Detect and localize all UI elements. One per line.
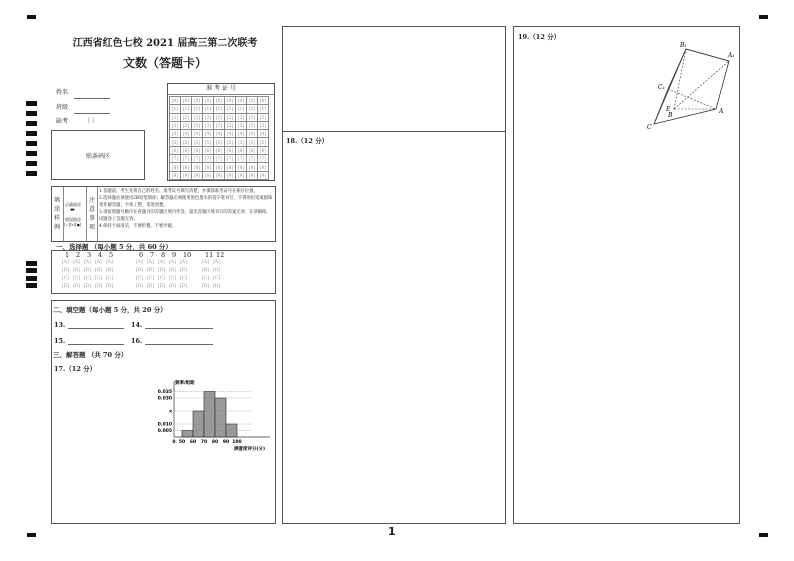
exam-id-bubble[interactable]: [8] xyxy=(192,163,203,171)
q15-answer-line[interactable] xyxy=(68,344,124,345)
notice-box xyxy=(51,186,276,242)
exam-id-bubble[interactable]: [2] xyxy=(225,113,236,121)
notice-text: 1.答题前，考生先将自己的姓名、准考证号填写清楚，并填涂准考证号在相应位置。 2.选择题必须使用2B铅笔填涂；解答题必须使用黑色墨水的签字笔书写，不得用铅笔或圆珠笔作解答题；字体工整、笔迹清楚。 3.请按照题号顺序在各题目的答题区域内作答，超出答题区域书写的答案无效；在草稿纸、试题卷上答题无效。 4.保持卡面清洁，不要折叠、不要弄破。 xyxy=(99,189,273,229)
fill-example-samples: 正确填涂 ▬ 错误填涂 [✓][×][●] xyxy=(64,187,87,241)
mcq-option-bubble[interactable]: [D] xyxy=(95,284,103,289)
timing-mark xyxy=(26,276,37,281)
mcq-option-bubble[interactable]: [B] xyxy=(73,268,80,273)
mcq-option-bubble[interactable]: [A] xyxy=(202,260,209,265)
exam-id-bubble[interactable]: [8] xyxy=(170,163,181,171)
exam-id-grid xyxy=(167,83,275,181)
mcq-box xyxy=(51,250,276,294)
exam-id-bubble[interactable]: [5] xyxy=(225,138,236,146)
exam-id-bubble[interactable]: [9] xyxy=(236,171,247,179)
mcq-option-bubble[interactable]: [C] xyxy=(106,276,113,281)
x-tick-label: 90 xyxy=(222,440,230,445)
mcq-option-bubble[interactable]: [C] xyxy=(202,276,209,281)
mcq-option-bubble[interactable]: [A] xyxy=(213,260,220,265)
timing-mark xyxy=(26,161,37,166)
x-tick-label: 60 xyxy=(189,440,197,445)
mcq-option-bubble[interactable]: [B] xyxy=(106,268,113,273)
y-tick-label: 0.035 xyxy=(157,390,172,395)
exam-id-bubble[interactable]: [2] xyxy=(247,113,258,121)
registration-mark xyxy=(27,533,36,537)
notice-label: 注意事项 xyxy=(87,187,98,241)
registration-mark xyxy=(759,533,768,537)
timing-mark xyxy=(26,141,37,146)
label-C: C xyxy=(647,124,652,131)
exam-id-bubble[interactable]: [6] xyxy=(181,146,192,154)
mcq-number: 5 xyxy=(109,251,114,259)
exam-id-bubble[interactable]: [4] xyxy=(203,130,214,138)
mcq-number: 8 xyxy=(161,251,166,259)
exam-id-bubble[interactable]: [0] xyxy=(214,97,225,105)
q17-label: 17.（12 分） xyxy=(54,365,97,373)
timing-mark xyxy=(26,171,37,176)
exam-id-bubble[interactable]: [5] xyxy=(170,138,181,146)
mcq-option-bubble[interactable]: [B] xyxy=(180,268,187,273)
exam-id-bubble[interactable]: [3] xyxy=(214,121,225,129)
mcq-number: 11 xyxy=(205,251,214,259)
mcq-option-bubble[interactable]: [A] xyxy=(180,260,187,265)
q13-label: 13. xyxy=(54,321,66,329)
mcq-number: 4 xyxy=(98,251,103,259)
mcq-option-bubble[interactable]: [A] xyxy=(62,260,69,265)
label-B: B xyxy=(668,112,673,119)
school-title: 江西省红色七校 2021 届高三第二次联考 xyxy=(72,38,258,49)
mcq-option-bubble[interactable]: [A] xyxy=(169,260,176,265)
x-tick-label: 0 xyxy=(172,440,176,445)
mcq-number: 7 xyxy=(150,251,155,259)
exam-id-bubble[interactable]: [5] xyxy=(247,138,258,146)
registration-mark xyxy=(759,15,768,19)
exam-id-bubble[interactable]: [5] xyxy=(203,138,214,146)
histogram-bar xyxy=(215,398,226,437)
exam-id-bubble[interactable]: [9] xyxy=(181,171,192,179)
exam-id-bubble[interactable]: [0] xyxy=(225,97,236,105)
exam-id-bubble[interactable]: [7] xyxy=(192,155,203,163)
exam-id-bubble[interactable]: [3] xyxy=(170,121,181,129)
exam-id-bubble[interactable]: [1] xyxy=(236,105,247,113)
exam-id-bubble[interactable]: [1] xyxy=(214,105,225,113)
exam-id-bubble[interactable]: [7] xyxy=(225,155,236,163)
timing-mark xyxy=(26,101,37,106)
timing-mark xyxy=(26,261,37,266)
q16-label: 16. xyxy=(131,337,143,345)
exam-id-bubble[interactable]: [9] xyxy=(247,171,258,179)
q16-answer-line[interactable] xyxy=(145,344,213,345)
exam-id-label: 准 考 证 号 xyxy=(168,84,274,95)
mcq-number: 3 xyxy=(87,251,92,259)
fill-blank-title: 二、填空题（每小题 5 分，共 20 分） xyxy=(53,306,167,314)
exam-id-bubble[interactable]: [3] xyxy=(236,121,247,129)
exam-id-bubble[interactable]: [0] xyxy=(192,97,203,105)
exam-id-bubble[interactable]: [5] xyxy=(214,138,225,146)
exam-id-bubble[interactable]: [3] xyxy=(225,121,236,129)
page-number: 1 xyxy=(388,525,396,538)
mcq-option-bubble[interactable]: [A] xyxy=(158,260,165,265)
label-C1: C₁ xyxy=(658,84,665,91)
mcq-option-bubble[interactable]: [C] xyxy=(73,276,80,281)
q15-label: 15. xyxy=(54,337,66,345)
exam-id-bubble[interactable]: [8] xyxy=(247,163,258,171)
exam-id-bubble[interactable]: [8] xyxy=(203,163,214,171)
mcq-option-bubble[interactable]: [A] xyxy=(73,260,80,265)
exam-id-bubble[interactable]: [1] xyxy=(181,105,192,113)
mcq-option-bubble[interactable]: [B] xyxy=(84,268,91,273)
mcq-option-bubble[interactable]: [C] xyxy=(62,276,69,281)
q18-label: 18.（12 分） xyxy=(286,137,329,145)
exam-id-bubble[interactable]: [8] xyxy=(214,163,225,171)
label-A: A xyxy=(719,108,724,115)
label-A1: A₁ xyxy=(728,52,735,59)
y-axis-label: 频率/组距 xyxy=(175,381,195,386)
exam-id-bubble[interactable]: [1] xyxy=(170,105,181,113)
fill-example-side-label: 填涂样例 xyxy=(52,187,64,241)
exam-id-bubble[interactable]: [6] xyxy=(225,146,236,154)
barcode-label: 贴条码区 xyxy=(85,153,110,160)
exam-id-bubble[interactable]: [5] xyxy=(192,138,203,146)
mcq-option-bubble[interactable]: [A] xyxy=(106,260,113,265)
exam-id-bubble[interactable]: [6] xyxy=(170,146,181,154)
y-tick-label: x xyxy=(169,409,172,415)
x-tick-label: 100 xyxy=(232,440,242,445)
exam-id-bubble[interactable]: [5] xyxy=(236,138,247,146)
mcq-number: 2 xyxy=(76,251,81,259)
mcq-option-bubble[interactable]: [D] xyxy=(213,284,221,289)
mcq-number: 12 xyxy=(216,251,225,259)
barcode-area xyxy=(51,130,145,180)
exam-id-bubble[interactable]: [6] xyxy=(247,146,258,154)
x-tick-label: 70 xyxy=(200,440,208,445)
exam-id-bubble[interactable]: [9] xyxy=(258,171,269,179)
exam-id-bubble[interactable]: [7] xyxy=(170,155,181,163)
absent-checkbox[interactable]: 〔 〕 xyxy=(84,118,98,125)
exam-id-bubble[interactable]: [4] xyxy=(181,130,192,138)
mcq-option-bubble[interactable]: [D] xyxy=(136,284,144,289)
exam-id-bubble[interactable]: [7] xyxy=(214,155,225,163)
exam-id-bubble[interactable]: [0] xyxy=(236,97,247,105)
exam-id-bubble[interactable]: [4] xyxy=(247,130,258,138)
q16-continued-area[interactable] xyxy=(283,27,505,132)
mcq-option-bubble[interactable]: [D] xyxy=(73,284,81,289)
exam-id-bubble[interactable]: [4] xyxy=(236,130,247,138)
exam-id-bubble[interactable]: [7] xyxy=(247,155,258,163)
mcq-option-bubble[interactable]: [B] xyxy=(169,268,176,273)
mcq-option-bubble[interactable]: [B] xyxy=(136,268,143,273)
exam-id-bubble[interactable]: [2] xyxy=(181,113,192,121)
exam-id-bubble[interactable]: [3] xyxy=(181,121,192,129)
exam-id-bubble[interactable]: [1] xyxy=(247,105,258,113)
name-field[interactable] xyxy=(74,98,110,99)
mcq-option-bubble[interactable]: [A] xyxy=(147,260,154,265)
mcq-title: 一、选择题 （每小题 5 分，共 60 分） xyxy=(56,243,172,251)
exam-id-bubble[interactable]: [6] xyxy=(236,146,247,154)
mcq-option-bubble[interactable]: [B] xyxy=(202,268,209,273)
mcq-number: 6 xyxy=(139,251,144,259)
q19-label: 19.（12 分） xyxy=(518,33,561,41)
exam-id-bubble[interactable]: [2] xyxy=(170,113,181,121)
mcq-option-bubble[interactable]: [C] xyxy=(180,276,187,281)
exam-id-bubble[interactable]: [4] xyxy=(214,130,225,138)
exam-id-bubble[interactable]: [9] xyxy=(203,171,214,179)
histogram-bar xyxy=(182,431,193,438)
label-E: E xyxy=(666,106,671,113)
exam-id-bubble[interactable]: [1] xyxy=(258,105,269,113)
exam-id-bubble[interactable]: [2] xyxy=(192,113,203,121)
mcq-option-bubble[interactable]: [A] xyxy=(95,260,102,265)
subject-title: 文数（答题卡） xyxy=(122,56,207,70)
mcq-number: 9 xyxy=(172,251,177,259)
mcq-option-bubble[interactable]: [B] xyxy=(158,268,165,273)
exam-id-bubble[interactable]: [3] xyxy=(247,121,258,129)
name-label: 姓名 xyxy=(56,89,69,96)
mcq-option-bubble[interactable]: [B] xyxy=(62,268,69,273)
exam-id-bubble[interactable]: [8] xyxy=(225,163,236,171)
exam-id-bubbles[interactable] xyxy=(169,96,269,180)
mcq-option-bubble[interactable]: [C] xyxy=(95,276,102,281)
y-tick-label: 0.005 xyxy=(157,429,172,434)
exam-id-bubble[interactable]: [9] xyxy=(225,171,236,179)
timing-mark xyxy=(26,268,37,273)
mcq-option-bubble[interactable]: [B] xyxy=(147,268,154,273)
histogram-chart xyxy=(142,375,282,455)
exam-id-bubble[interactable]: [6] xyxy=(214,146,225,154)
mcq-option-bubble[interactable]: [B] xyxy=(95,268,102,273)
answer-panel-left xyxy=(51,300,276,524)
q14-label: 14. xyxy=(131,321,143,329)
exam-id-bubble[interactable]: [1] xyxy=(225,105,236,113)
exam-id-bubble[interactable]: [5] xyxy=(181,138,192,146)
mcq-option-bubble[interactable]: [D] xyxy=(147,284,155,289)
x-tick-label: 50 xyxy=(178,440,186,445)
mcq-option-bubble[interactable]: [C] xyxy=(158,276,165,281)
mcq-option-bubble[interactable]: [D] xyxy=(169,284,177,289)
exam-id-bubble[interactable]: [0] xyxy=(203,97,214,105)
q13-answer-line[interactable] xyxy=(68,328,124,329)
exam-id-bubble[interactable]: [5] xyxy=(258,138,269,146)
exam-id-bubble[interactable]: [2] xyxy=(214,113,225,121)
class-label: 班级 xyxy=(56,104,69,111)
mcq-option-bubble[interactable]: [C] xyxy=(147,276,154,281)
timing-mark xyxy=(26,283,37,288)
mcq-option-bubble[interactable]: [B] xyxy=(213,268,220,273)
label-B1: B₁ xyxy=(680,42,687,49)
mcq-option-bubble[interactable]: [D] xyxy=(84,284,92,289)
mcq-option-bubble[interactable]: [D] xyxy=(106,284,114,289)
exam-id-bubble[interactable]: [8] xyxy=(181,163,192,171)
exam-id-bubble[interactable]: [0] xyxy=(181,97,192,105)
exam-id-bubble[interactable]: [0] xyxy=(170,97,181,105)
exam-id-bubble[interactable]: [6] xyxy=(258,146,269,154)
exam-id-bubble[interactable]: [4] xyxy=(225,130,236,138)
mcq-option-bubble[interactable]: [C] xyxy=(84,276,91,281)
mcq-option-bubble[interactable]: [D] xyxy=(62,284,70,289)
exam-id-bubble[interactable]: [3] xyxy=(203,121,214,129)
mcq-option-bubble[interactable]: [A] xyxy=(136,260,143,265)
answer-panel-right xyxy=(513,26,740,524)
exam-id-bubble[interactable]: [7] xyxy=(203,155,214,163)
prism-figure xyxy=(644,39,739,134)
exam-id-bubble[interactable]: [8] xyxy=(258,163,269,171)
mcq-option-bubble[interactable]: [D] xyxy=(158,284,166,289)
exam-id-bubble[interactable]: [6] xyxy=(203,146,214,154)
exam-id-bubble[interactable]: [9] xyxy=(170,171,181,179)
absent-label: 缺考 xyxy=(56,118,69,125)
exam-id-bubble[interactable]: [7] xyxy=(181,155,192,163)
exam-id-bubble[interactable]: [1] xyxy=(192,105,203,113)
histogram-bar xyxy=(204,392,215,438)
mcq-option-bubble[interactable]: [D] xyxy=(180,284,188,289)
exam-id-bubble[interactable]: [2] xyxy=(203,113,214,121)
exam-id-bubble[interactable]: [4] xyxy=(192,130,203,138)
exam-id-bubble[interactable]: [7] xyxy=(258,155,269,163)
exam-id-bubble[interactable]: [0] xyxy=(258,97,269,105)
mcq-option-bubble[interactable]: [A] xyxy=(84,260,91,265)
exam-id-bubble[interactable]: [9] xyxy=(192,171,203,179)
timing-mark xyxy=(26,131,37,136)
exam-id-bubble[interactable]: [3] xyxy=(258,121,269,129)
y-tick-label: 0.010 xyxy=(157,422,172,428)
timing-mark xyxy=(26,121,37,126)
x-axis-label: 满意度评分(分) xyxy=(234,447,266,452)
registration-mark xyxy=(27,15,36,19)
y-tick-label: 0.030 xyxy=(157,396,172,402)
answer-panel-middle xyxy=(282,26,506,524)
exam-id-bubble[interactable]: [6] xyxy=(192,146,203,154)
exam-id-bubble[interactable]: [0] xyxy=(247,97,258,105)
class-field[interactable] xyxy=(74,113,110,114)
timing-mark xyxy=(26,151,37,156)
exam-id-bubble[interactable]: [2] xyxy=(258,113,269,121)
mcq-number: 1 xyxy=(65,251,70,259)
mcq-number: 10 xyxy=(183,251,192,259)
timing-mark xyxy=(26,111,37,116)
solve-title: 三、解答题 （共 70 分） xyxy=(53,351,128,359)
x-tick-label: 80 xyxy=(211,440,219,445)
mcq-option-bubble[interactable]: [C] xyxy=(169,276,176,281)
exam-id-bubble[interactable]: [4] xyxy=(258,130,269,138)
exam-id-bubble[interactable]: [3] xyxy=(192,121,203,129)
exam-id-bubble[interactable]: [9] xyxy=(214,171,225,179)
mcq-option-bubble[interactable]: [C] xyxy=(213,276,220,281)
exam-id-bubble[interactable]: [7] xyxy=(236,155,247,163)
q14-answer-line[interactable] xyxy=(145,328,213,329)
exam-id-bubble[interactable]: [2] xyxy=(236,113,247,121)
mcq-option-bubble[interactable]: [C] xyxy=(136,276,143,281)
exam-id-bubble[interactable]: [4] xyxy=(170,130,181,138)
exam-id-bubble[interactable]: [8] xyxy=(236,163,247,171)
exam-id-bubble[interactable]: [1] xyxy=(203,105,214,113)
mcq-option-bubble[interactable]: [D] xyxy=(202,284,210,289)
